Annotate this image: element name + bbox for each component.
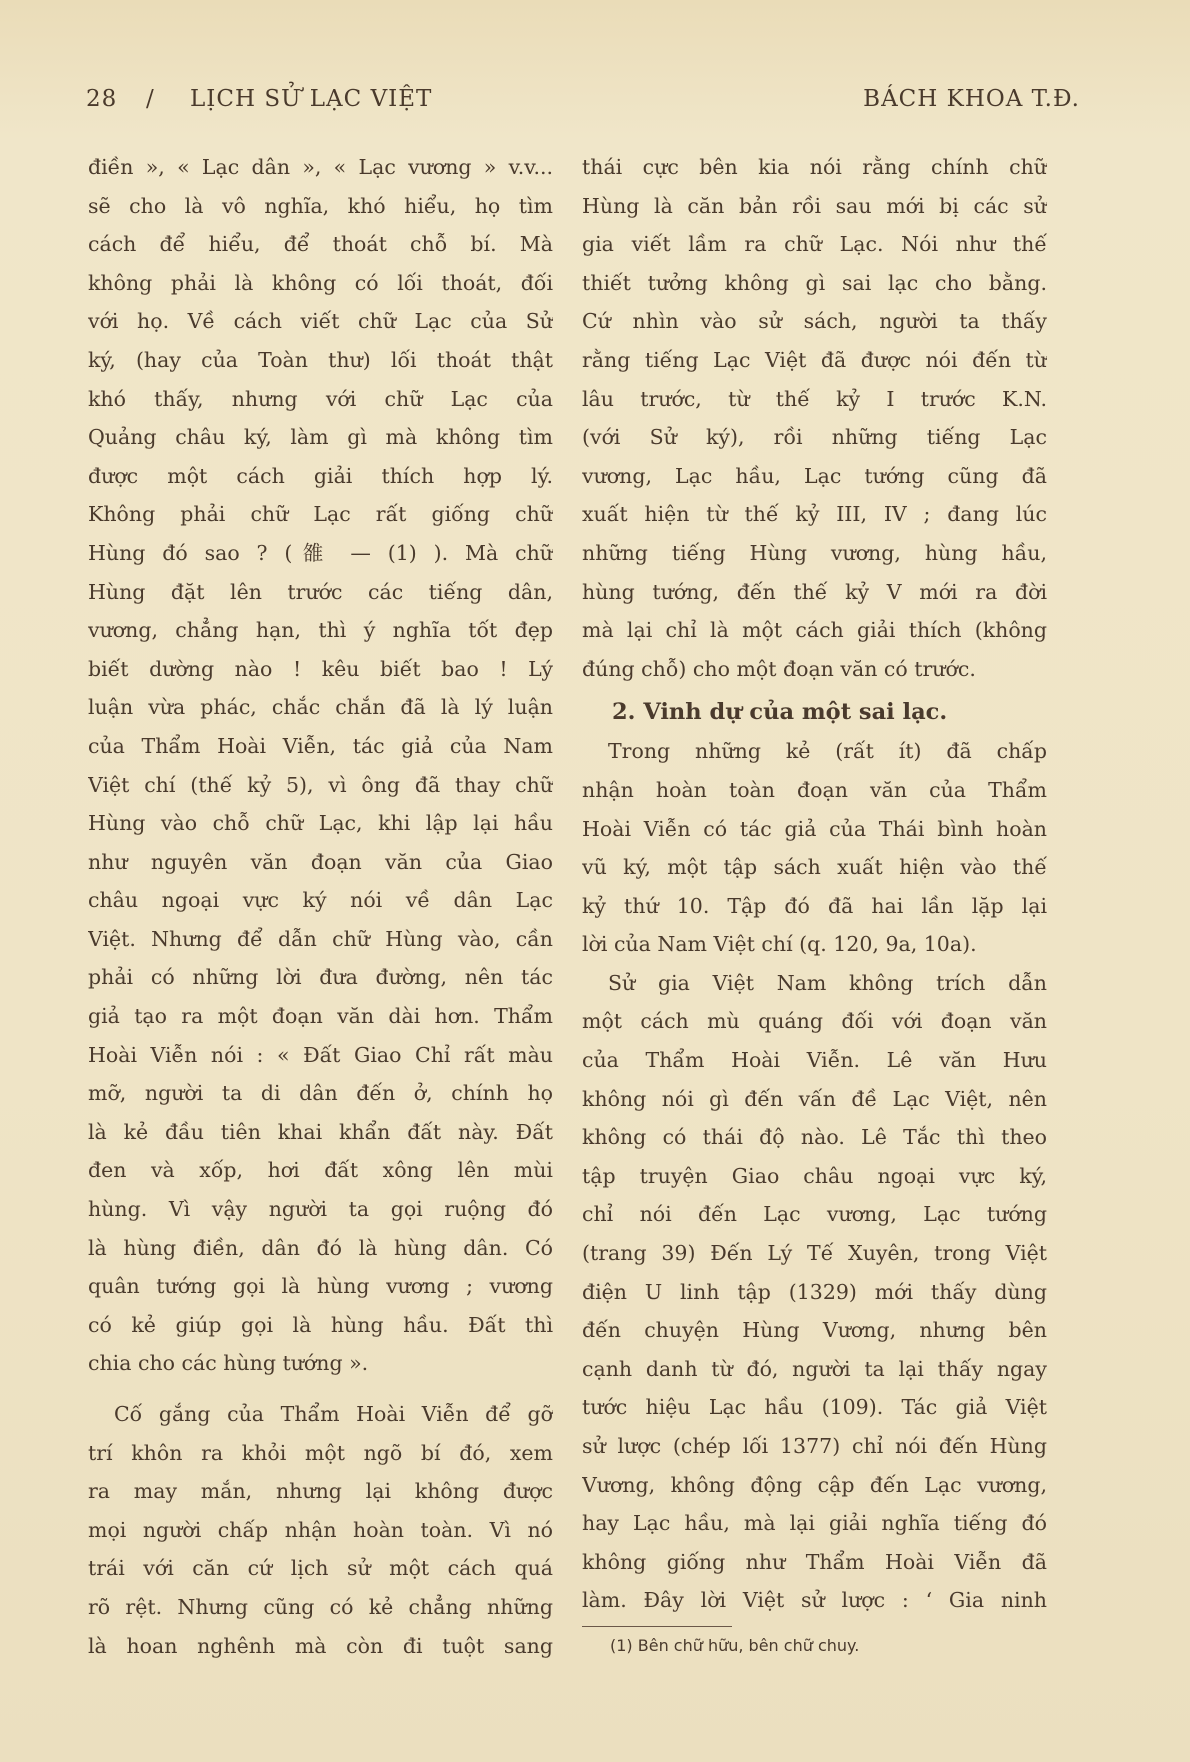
text-line: Hoài Viễn nói : « Đất Giao Chỉ rất màu [88,1042,553,1067]
page-header [86,86,1080,126]
text-line: quân tướng gọi là hùng vương ; vương [88,1274,553,1299]
text-line: Không phải chữ Lạc rất giống chữ [88,502,553,527]
text-line: chỉ nói đến Lạc vương, Lạc tướng [582,1202,1047,1227]
text-line: trí khôn ra khỏi một ngõ bí đó, xem [88,1440,553,1465]
text-line: Quảng châu ký, làm gì mà không tìm [88,425,553,450]
text-line: được một cách giải thích hợp lý. [88,463,553,488]
text-line: thiết tưởng không gì sai lạc cho bằng. [582,270,1047,295]
text-line: (trang 39) Đến Lý Tế Xuyên, trong Việt [582,1241,1047,1266]
text-line: một cách mù quáng đối với đoạn văn [582,1009,1047,1034]
text-line: không nói gì đến vấn đề Lạc Việt, nên [582,1086,1047,1111]
text-line: khó thấy, nhưng với chữ Lạc của [88,386,553,411]
text-line: là hoan nghênh mà còn đi tuột sang [88,1633,553,1658]
text-line: (với Sử ký), rồi những tiếng Lạc [582,425,1047,450]
text-line: châu ngoại vực ký nói về dân Lạc [88,888,553,913]
text-line: Việt. Nhưng để dẫn chữ Hùng vào, cần [88,926,553,951]
text-line: Hoài Viễn có tác giả của Thái bình hoàn [582,816,1047,841]
text-line: lâu trước, từ thế kỷ I trước K.N. [582,386,1047,411]
text-line: gia viết lầm ra chữ Lạc. Nói như thế [582,232,1047,257]
text-line: rằng tiếng Lạc Việt đã được nói đến từ [582,347,1047,372]
text-line: rõ rệt. Nhưng cũng có kẻ chẳng những [88,1594,553,1619]
text-line: Sử gia Việt Nam không trích dẫn [608,970,1047,995]
text-line: kỷ thứ 10. Tập đó đã hai lần lặp lại [582,893,1047,918]
text-line: của Thẩm Hoài Viễn. Lê văn Hưu [582,1048,1047,1073]
text-line: tập truyện Giao châu ngoại vực ký, [582,1163,1047,1188]
footnote: (1) Bên chữ hữu, bên chữ chuy. [610,1635,860,1655]
text-line: Trong những kẻ (rất ít) đã chấp [608,739,1047,764]
text-line: luận vừa phác, chắc chắn đã là lý luận [88,695,553,720]
text-line: Hùng đặt lên trước các tiếng dân, [88,579,553,604]
text-line: Hùng vào chỗ chữ Lạc, khi lập lại hầu [88,811,553,836]
text-line: Vương, không động cập đến Lạc vương, [582,1472,1047,1497]
text-line: như nguyên văn đoạn văn của Giao [88,849,553,874]
text-line: trái với căn cứ lịch sử một cách quá [88,1556,553,1581]
text-line: tước hiệu Lạc hầu (109). Tác giả Việt [582,1395,1047,1420]
text-line: đến chuyện Hùng Vương, nhưng bên [582,1318,1047,1343]
text-line: điện U linh tập (1329) mới thấy dùng [582,1279,1047,1304]
text-line: làm. Đây lời Việt sử lược : ‘ Gia ninh [582,1588,1047,1613]
text-line: hùng. Vì vậy người ta gọi ruộng đó [88,1197,553,1222]
text-line: Việt chí (thế kỷ 5), vì ông đã thay chữ [88,772,553,797]
journal-name: BÁCH KHOA T.Đ. [863,86,1080,112]
text-line: sẽ cho là vô nghĩa, khó hiểu, họ tìm [88,193,553,218]
text-line: vũ ký, một tập sách xuất hiện vào thế [582,855,1047,880]
text-line: giả tạo ra một đoạn văn dài hơn. Thẩm [88,1004,553,1029]
text-line: ký, (hay của Toàn thư) lối thoát thật [88,347,553,372]
text-line: Cứ nhìn vào sử sách, người ta thấy [582,309,1047,334]
text-line: xuất hiện từ thế kỷ III, IV ; đang lúc [582,502,1047,527]
left-column [88,148,553,1665]
section-heading: 2. Vinh dự của một sai lạc. [612,699,948,726]
header-separator: / [146,86,155,112]
running-title: LỊCH SỬ LẠC VIỆT [190,86,433,112]
text-line: Cố gắng của Thẩm Hoài Viễn để gỡ [114,1402,553,1426]
text-line: cạnh danh từ đó, người ta lại thấy ngay [582,1356,1047,1381]
text-line: phải có những lời đưa đường, nên tác [88,965,553,990]
text-line: là kẻ đầu tiên khai khẩn đất này. Đất [88,1119,553,1144]
footnote-rule [582,1626,732,1627]
text-line: với họ. Về cách viết chữ Lạc của Sử [88,309,553,334]
text-line: ra may mắn, nhưng lại không được [88,1479,553,1504]
text-line: mà lại chỉ là một cách giải thích (không [582,618,1047,643]
text-line: của Thẩm Hoài Viễn, tác giả của Nam [88,733,553,758]
text-line: không giống như Thẩm Hoài Viễn đã [582,1549,1047,1574]
text-line: đúng chỗ) cho một đoạn văn có trước. [582,656,976,681]
text-line: đen và xốp, hơi đất xông lên mùi [88,1158,553,1183]
text-line: có kẻ giúp gọi là hùng hầu. Đất thì [88,1312,553,1337]
text-line: nhận hoàn toàn đoạn văn của Thẩm [582,777,1047,802]
right-column [582,148,1047,1659]
text-line: là hùng điền, dân đó là hùng dân. Có [88,1235,553,1260]
text-line: cách để hiểu, để thoát chỗ bí. Mà [88,232,553,257]
text-line: mọi người chấp nhận hoàn toàn. Vì nó [88,1517,553,1542]
text-line: sử lược (chép lối 1377) chỉ nói đến Hùng [582,1434,1047,1458]
text-line: không phải là không có lối thoát, đối [88,270,553,295]
text-line: mỡ, người ta di dân đến ở, chính họ [88,1081,553,1106]
text-line: lời của Nam Việt chí (q. 120, 9a, 10a). [582,932,977,957]
text-line: vương, Lạc hầu, Lạc tướng cũng đã [582,463,1047,488]
text-line: thái cực bên kia nói rằng chính chữ [582,155,1047,179]
text-line: những tiếng Hùng vương, hùng hầu, [582,540,1047,565]
page-number: 28 [86,86,118,112]
text-line: không có thái độ nào. Lê Tắc thì theo [582,1125,1047,1150]
text-line: biết dường nào ! kêu biết bao ! Lý [88,656,553,681]
text-line: điền », « Lạc dân », « Lạc vương » v.v... [88,155,553,179]
text-line: chia cho các hùng tướng ». [88,1351,369,1376]
text-line: Hùng đó sao ? (雒 — (1) ). Mà chữ [88,540,553,565]
text-line: vương, chẳng hạn, thì ý nghĩa tốt đẹp [88,618,553,643]
text-line: hùng tướng, đến thế kỷ V mới ra đời [582,579,1047,604]
text-line: Hùng là căn bản rồi sau mới bị các sử [582,193,1047,218]
text-line: hay Lạc hầu, mà lại giải nghĩa tiếng đó [582,1511,1047,1536]
